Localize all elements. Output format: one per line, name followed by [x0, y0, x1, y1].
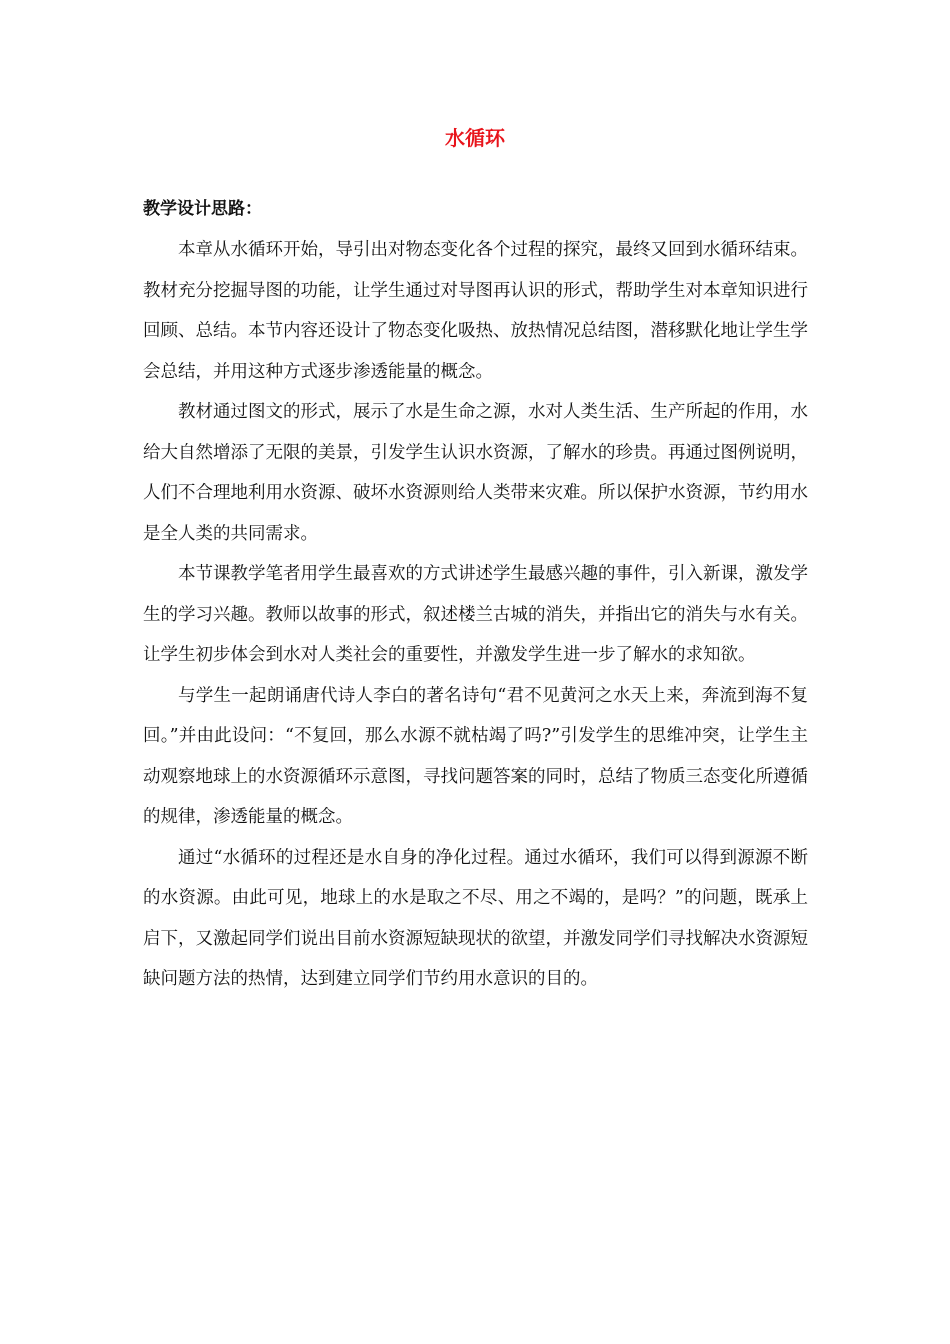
- document-title: 水循环: [445, 126, 505, 150]
- paragraph-3: 本节课教学笔者用学生最喜欢的方式讲述学生最感兴趣的事件，引入新课，激发学生的学习兴趣。教师以故事的形式，叙述楼兰古城的消失，并指出它的消失与水有关。让学生初步体会到水对人类社会的重要性，并激发学生进一步了解水的求知欲。: [143, 564, 808, 665]
- document-body: [143, 230, 808, 1000]
- section-heading: 教学设计思路：: [143, 199, 262, 219]
- paragraph-2: 教材通过图文的形式，展示了水是生命之源，水对人类生活、生产所起的作用，水给大自然增添了无限的美景，引发学生认识水资源，了解水的珍贵。再通过图例说明，人们不合理地利用水资源、破坏水资源则给人类带来灾难。所以保护水资源，节约用水是全人类的共同需求。: [143, 402, 808, 544]
- paragraph-5: 通过“水循环的过程还是水自身的净化过程。通过水循环，我们可以得到源源不断的水资源。由此可见，地球上的水是取之不尽、用之不竭的，是吗？”的问题，既承上启下，又激起同学们说出目前水资源短缺现状的欲望，并激发同学们寻找解决水资源短缺问题方法的热情，达到建立同学们节约用水意识的目的。: [143, 847, 808, 989]
- paragraph-1: 本章从水循环开始，导引出对物态变化各个过程的探究，最终又回到水循环结束。教材充分挖掘导图的功能，让学生通过对导图再认识的形式，帮助学生对本章知识进行回顾、总结。本节内容还设计了物态变化吸热、放热情况总结图，潜移默化地让学生学会总结，并用这种方式逐步渗透能量的概念。: [143, 240, 808, 382]
- paragraph-4: 与学生一起朗诵唐代诗人李白的著名诗句“君不见黄河之水天上来，奔流到海不复回。”并由此设问：“不复回，那么水源不就枯竭了吗?”引发学生的思维冲突，让学生主动观察地球上的水资源循环示意图，寻找问题答案的同时，总结了物质三态变化所遵循的规律，渗透能量的概念。: [143, 685, 808, 827]
